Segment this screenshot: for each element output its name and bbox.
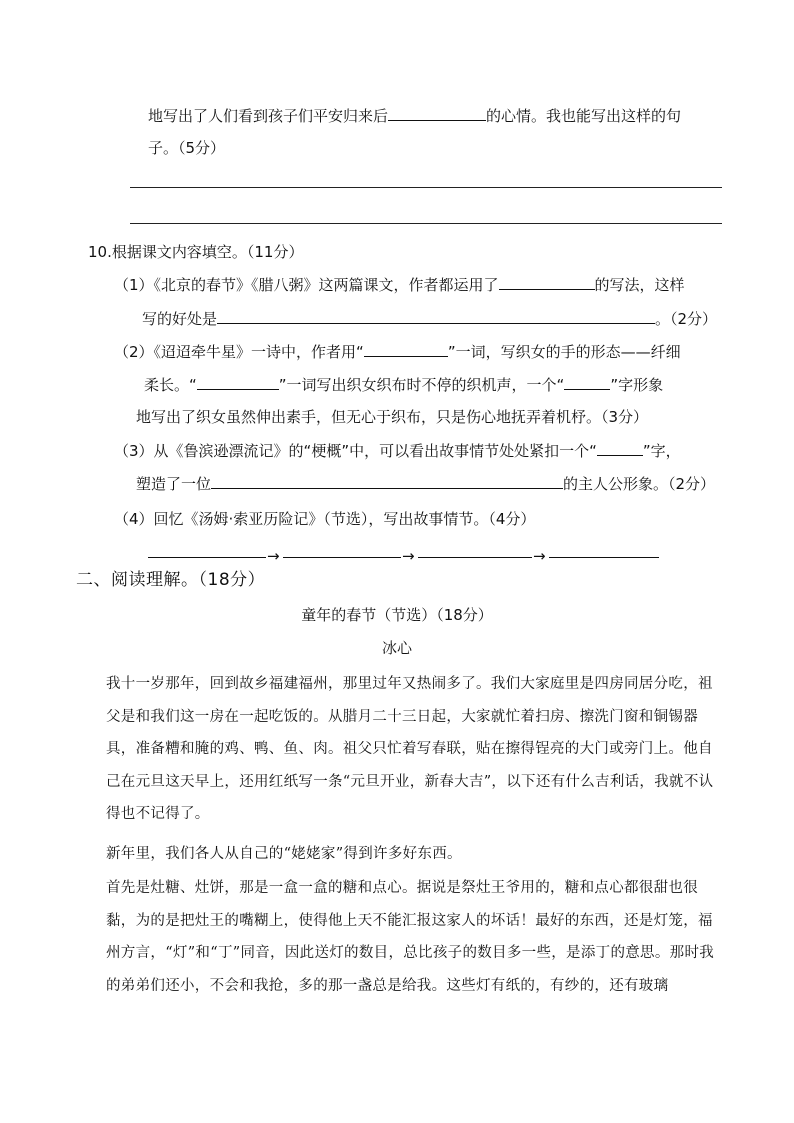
passage-paragraph-3: 首先是灶糖、灶饼，那是一盒一盒的糖和点心。据说是祭灶王爷用的，糖和点心都很甜也很黏，为的是把灶王的嘴糊上，使得他上天不能汇报这家人的坏话！最好的东西，还是灯笼，福州方言，“灯”和“丁”同音，因此送灯的数目，总比孩子的数目多一些，是添丁的意思。那时我的弟弟们还小，不会和我抢，多的那一盏总是给我。这些灯有纸的，有纱的，还有玻璃: [106, 880, 715, 994]
q10-item-4: （4）回忆《汤姆·索亚历险记》（节选），写出故事情节。（4分）: [114, 510, 536, 528]
answer-blank[interactable]: [364, 340, 448, 357]
passage-title: 童年的春节（节选）（18分）: [301, 606, 493, 624]
answer-blank[interactable]: [148, 557, 266, 558]
answer-blank[interactable]: [217, 307, 655, 324]
arrow-icon: →: [533, 547, 546, 565]
answer-blank[interactable]: [197, 373, 279, 390]
answer-line[interactable]: [130, 223, 722, 224]
passage-paragraph-1: 我十一岁那年，回到故乡福建福州，那里过年又热闹多了。我们大家庭里是四房同居分吃，祖父是和我们这一房在一起吃饭的。从腊月二十三日起，大家就忙着扫房、擦洗门窗和铜锡器具，准备糟和腌的鸡、鸭、鱼、肉。祖父只忙着写春联，贴在擦得锃亮的大门或旁门上。他自己在元旦这天早上，还用红纸写一条“元旦开业，新春大吉”，以下还有什么吉利话，我就不认得也不记得了。: [106, 676, 714, 822]
q10-item-3-line-2: 塑造了一位 的主人公形象。（2分）: [136, 472, 715, 495]
passage-author: 冰心: [381, 639, 412, 657]
answer-line[interactable]: [130, 187, 722, 188]
answer-blank[interactable]: [418, 557, 532, 558]
answer-blank[interactable]: [211, 472, 563, 489]
q10-item-2-line-3: 地写出了织女虽然伸出素手，但无心于织布，只是伤心地抚弄着机杼。（3分）: [136, 408, 649, 426]
answer-blank[interactable]: [499, 273, 595, 290]
answer-blank[interactable]: [564, 373, 610, 390]
section-heading: 二、阅读理解。（18分）: [76, 570, 266, 590]
answer-blank[interactable]: [597, 439, 643, 456]
q10-item-1-line-2: 写的好处是 。（2分）: [142, 307, 717, 330]
q10-item-2-line-2: 柔长。“ ”一词写出织女织布时不停的织机声，一个“ ”字形象: [144, 373, 663, 396]
arrow-icon: →: [267, 547, 280, 565]
answer-blank[interactable]: [549, 557, 659, 558]
arrow-icon: →: [402, 547, 415, 565]
passage-paragraph-2: 新年里，我们各人从自己的“姥姥家”得到许多好东西。: [106, 846, 462, 862]
q10-item-3-line-1: （3）从《鲁滨逊漂流记》的“梗概”中，可以看出故事情节处处紧扣一个“ ”字，: [114, 439, 681, 462]
q9-line-1: 地写出了人们看到孩子们平安归来后 的心情。我也能写出这样的句: [148, 104, 681, 127]
question-10-heading: 10.根据课文内容填空。（11分）: [88, 243, 304, 261]
answer-blank[interactable]: [283, 557, 401, 558]
q10-item-1-line-1: （1）《北京的春节》《腊八粥》这两篇课文，作者都运用了 的写法，这样: [114, 273, 685, 296]
q10-item-2-line-1: （2）《迢迢牵牛星》一诗中，作者用“ ”一词，写织女的手的形态——纤细: [114, 340, 681, 363]
q9-line-2: 子。（5分）: [148, 139, 226, 157]
answer-blank[interactable]: [388, 104, 486, 121]
